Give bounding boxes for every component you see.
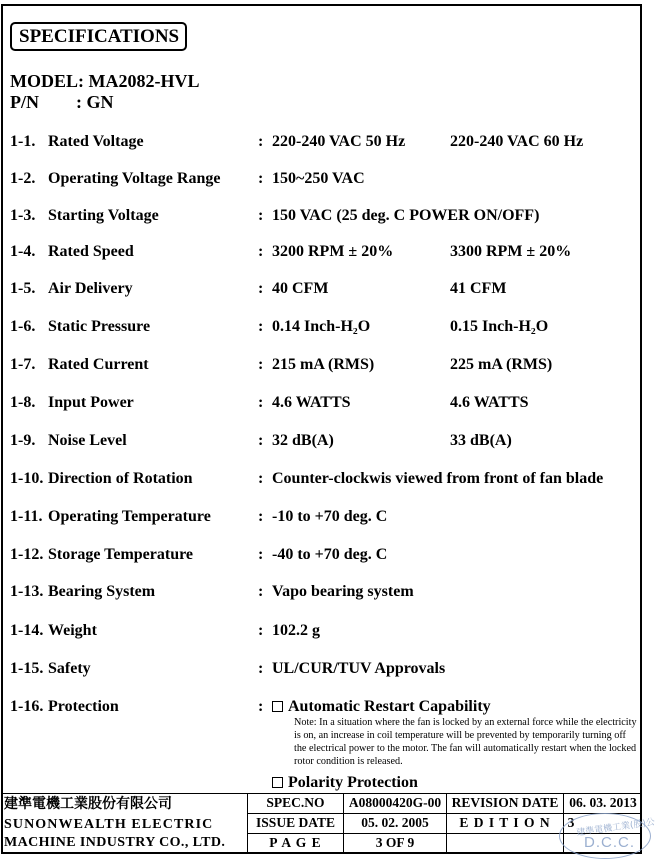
spec-row — [0, 354, 645, 376]
spec-value-secondary: 0.15 Inch-H₂O — [450, 318, 549, 335]
edition-value: 3 — [567, 815, 575, 830]
spec-colon: : — [258, 470, 264, 487]
spec-colon: : — [258, 280, 264, 297]
spec-row — [0, 241, 645, 263]
spec-colon: : — [258, 133, 264, 150]
spec-label: Air Delivery — [48, 280, 133, 297]
company-name-line1: SUNONWEALTH ELECTRIC — [4, 817, 214, 832]
spec-value-primary: -40 to +70 deg. C — [272, 546, 388, 563]
spec-row — [0, 131, 645, 153]
spec-value-secondary: 220-240 VAC 60 Hz — [450, 133, 584, 150]
spec-number: 1-1. — [10, 133, 36, 150]
spec-number: 1-13. — [10, 583, 44, 600]
spec-number: 1-7. — [10, 356, 36, 373]
protection-option-label: Polarity Protection — [288, 774, 418, 791]
spec-value-primary: 32 dB(A) — [272, 432, 334, 449]
spec-value-secondary: 41 CFM — [450, 280, 507, 297]
spec-number: 1-15. — [10, 660, 44, 677]
spec-row — [0, 581, 645, 603]
model-number: MODEL: MA2082-HVL — [10, 71, 200, 91]
spec-number: 1-3. — [10, 207, 36, 224]
spec-colon: : — [258, 432, 264, 449]
spec-colon: : — [258, 583, 264, 600]
pn-label: P/N — [10, 92, 39, 112]
spec-colon: : — [258, 660, 264, 677]
spec-value-primary: 102.2 g — [272, 622, 320, 639]
spec-colon: : — [258, 170, 264, 187]
company-name-chinese: 建準電機工業股份有限公司 — [4, 796, 172, 812]
spec-colon: : — [258, 622, 264, 639]
spec-row — [0, 168, 645, 190]
revision-date-label: REVISION DATE — [451, 795, 559, 810]
footer-table — [1, 793, 642, 854]
spec-label: Input Power — [48, 394, 134, 411]
spec-number: 1-4. — [10, 243, 36, 260]
spec-value-secondary: 225 mA (RMS) — [450, 356, 553, 373]
spec-colon: : — [258, 356, 264, 373]
spec-label: Direction of Rotation — [48, 470, 193, 487]
spec-no-label: SPEC.NO — [266, 795, 325, 810]
spec-value-primary: -10 to +70 deg. C — [272, 508, 388, 525]
spec-label: Operating Voltage Range — [48, 170, 221, 187]
spec-number: 1-9. — [10, 432, 36, 449]
spec-value-secondary: 3300 RPM ± 20% — [450, 243, 572, 260]
spec-value-primary: 215 mA (RMS) — [272, 356, 375, 373]
spec-no-value: A08000420G-00 — [348, 795, 442, 810]
spec-label: Weight — [48, 622, 97, 639]
spec-row — [0, 392, 645, 414]
pn-value: : GN — [76, 92, 114, 112]
spec-label: Starting Voltage — [48, 207, 159, 224]
spec-row — [0, 544, 645, 566]
dcc-stamp — [559, 813, 656, 859]
spec-label: Rated Current — [48, 356, 149, 373]
spec-value-primary: 150 VAC (25 deg. C POWER ON/OFF) — [272, 207, 540, 224]
stamp-main-text: D.C.C. — [584, 834, 635, 851]
spec-row — [0, 430, 645, 452]
spec-row — [0, 278, 645, 300]
spec-colon: : — [258, 207, 264, 224]
page-label: P A G E — [269, 835, 322, 850]
spec-colon: : — [258, 318, 264, 335]
spec-label: Bearing System — [48, 583, 156, 600]
spec-row — [0, 316, 645, 338]
spec-label: Operating Temperature — [48, 508, 211, 525]
edition-label: E D I T I O N — [459, 815, 551, 830]
spec-value-primary: 4.6 WATTS — [272, 394, 351, 411]
spec-value-primary: 220-240 VAC 50 Hz — [272, 133, 406, 150]
protection-option-auto-restart — [272, 697, 491, 717]
spec-label: Safety — [48, 660, 91, 677]
spec-value-primary: 40 CFM — [272, 280, 329, 297]
spec-value-secondary: 33 dB(A) — [450, 432, 512, 449]
issue-date-label: ISSUE DATE — [256, 815, 335, 830]
spec-number: 1-6. — [10, 318, 36, 335]
spec-label: Static Pressure — [48, 318, 151, 335]
spec-value-primary: UL/CUR/TUV Approvals — [272, 660, 446, 677]
spec-label: Protection — [48, 698, 119, 715]
spec-label: Noise Level — [48, 432, 127, 449]
spec-value-primary: Vapo bearing system — [272, 583, 414, 600]
spec-label: Storage Temperature — [48, 546, 194, 563]
spec-number: 1-11. — [10, 508, 43, 525]
spec-number: 1-10. — [10, 470, 44, 487]
spec-value-primary: Counter-clockwis viewed from front of fan blade — [272, 470, 604, 487]
spec-colon: : — [258, 394, 264, 411]
spec-row — [0, 658, 645, 680]
spec-number: 1-12. — [10, 546, 44, 563]
page-title: SPECIFICATIONS — [10, 22, 187, 51]
spec-number: 1-8. — [10, 394, 36, 411]
checkbox-icon — [272, 701, 283, 712]
revision-date-value: 06. 03. 2013 — [569, 795, 637, 810]
part-number — [10, 92, 114, 112]
spec-colon: : — [258, 698, 264, 715]
spec-row — [0, 205, 645, 227]
spec-value-primary: 150~250 VAC — [272, 170, 365, 187]
spec-value-primary: 3200 RPM ± 20% — [272, 243, 394, 260]
spec-number: 1-5. — [10, 280, 36, 297]
page-value: 3 OF 9 — [375, 835, 415, 850]
spec-value-secondary: 4.6 WATTS — [450, 394, 529, 411]
spec-number: 1-16. — [10, 698, 44, 715]
spec-label: Rated Voltage — [48, 133, 144, 150]
spec-colon: : — [258, 546, 264, 563]
spec-label: Rated Speed — [48, 243, 134, 260]
checkbox-icon — [272, 777, 283, 788]
spec-colon: : — [258, 243, 264, 260]
protection-note: Note: In a situation where the fan is locked by an external force while the electricity is on, an increase in coil temperature will be prevented by temporarily turning off the electrical power to the motor. The fan will automatically restart when the locked rotor condition is released. — [294, 717, 637, 767]
spec-value-primary: 0.14 Inch-H₂O — [272, 318, 371, 335]
spec-row — [0, 506, 645, 528]
issue-date-value: 05. 02. 2005 — [361, 815, 429, 830]
protection-option-polarity — [272, 773, 418, 793]
spec-number: 1-14. — [10, 622, 44, 639]
spec-row — [0, 468, 645, 490]
protection-option-label: Automatic Restart Capability — [288, 698, 491, 715]
spec-row — [0, 620, 645, 642]
company-name-line2: MACHINE INDUSTRY CO., LTD. — [4, 835, 226, 850]
spec-number: 1-2. — [10, 170, 36, 187]
spec-colon: : — [258, 508, 264, 525]
stamp-top-text: 建準電機工業(股)公 — [575, 817, 656, 839]
